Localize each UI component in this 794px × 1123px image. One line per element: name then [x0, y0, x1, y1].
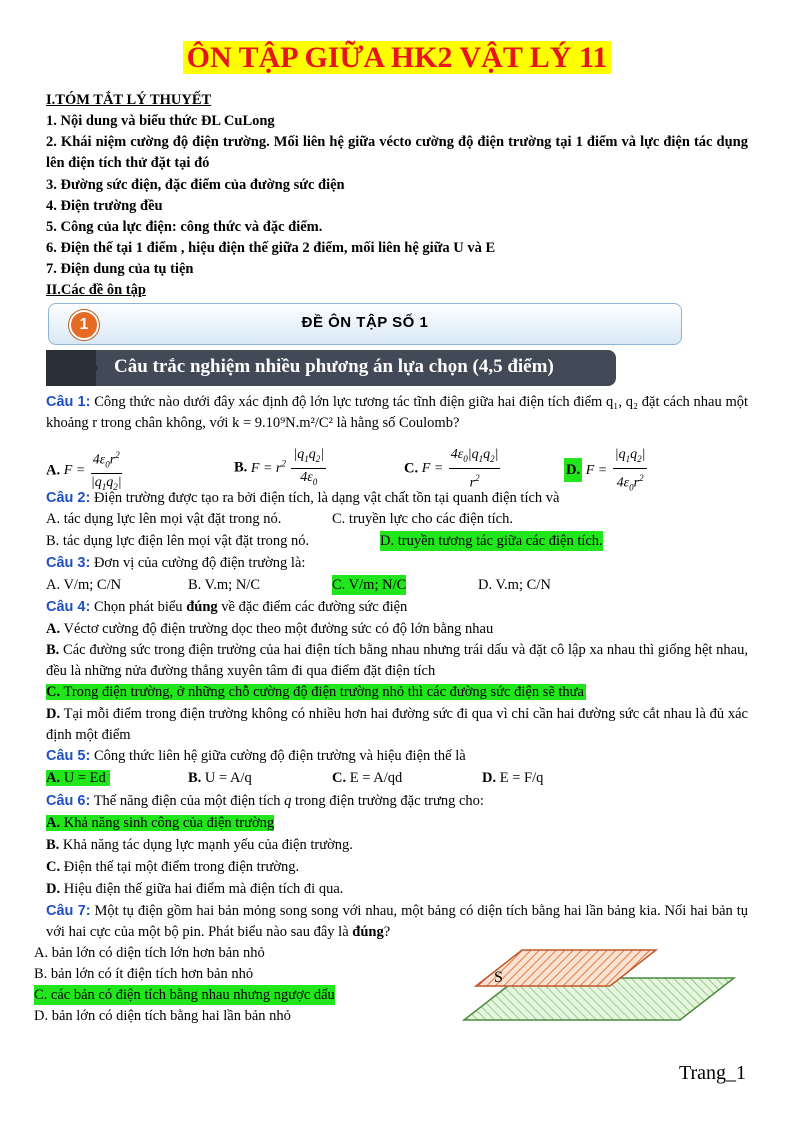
- title-text: ÔN TẬP GIỮA HK2 VẬT LÝ 11: [183, 41, 612, 74]
- exam-number-badge: 1: [69, 310, 99, 340]
- option-d: D. Tại mỗi điểm trong điện trường không có nhiều hơn hai đường sức đi qua vì chỉ cần hai đường sức cắt nhau là đủ xác định một điểm: [46, 706, 748, 743]
- page-number: Trang_1: [678, 1062, 746, 1084]
- option-b: B. Khả năng tác dụng lực mạnh yếu của điện trường.: [46, 837, 353, 853]
- option-b: B. tác dụng lực điện lên mọi vật đặt trong nó.: [46, 533, 310, 549]
- option-a: A. tác dụng lực lên mọi vật đặt trong nó.: [46, 511, 282, 527]
- mc-section-title: Câu trắc nghiệm nhiều phương án lựa chọn (4,5 điểm): [114, 356, 554, 377]
- plate-label: S: [494, 969, 503, 986]
- option-c: C. Điện thế tại một điểm trong điện trường.: [46, 859, 300, 875]
- option-a: A. Khả năng sinh công của điện trường: [46, 815, 275, 831]
- option-c: C. Trong điện trường, ở những chỗ cường độ điện trường nhỏ thì các đường sức điện sẽ thưa: [46, 684, 584, 700]
- mc-section-header: [46, 350, 616, 386]
- theory-item: 4. Điện trường đều: [46, 198, 163, 214]
- theory-item: 5. Công của lực điện: công thức và đặc điểm.: [46, 219, 323, 235]
- section-heading: II.Các đề ôn tập: [46, 282, 146, 298]
- option-c: C. V/m; N/C: [332, 577, 407, 593]
- theory-item: 6. Điện thế tại 1 điểm , hiệu điện thế giữa 2 điểm, mối liên hệ giữa U và E: [46, 240, 496, 256]
- option-a: A. F = $\frac{4\varepsilon_0r^2}{|q_1q_2|}$: [46, 446, 124, 496]
- option-a: A. V/m; C/N: [46, 577, 122, 593]
- question-5: Câu 5: Công thức liên hệ giữa cường độ điện trường và hiệu điện thế là: [46, 748, 466, 764]
- question-text: Công thức nào dưới đây xác định độ lớn lực tương tác tĩnh điện giữa hai điện tích điểm q₁, q₂ đặt cách nhau một khoảng r trong chân không, với k = 9.10⁹N.m²/C² là hằng số Coulomb?: [46, 394, 748, 431]
- chevron-right-icon: [46, 350, 96, 386]
- option-a: A. U = Ed: [46, 768, 110, 788]
- question-7: Câu 7: Một tụ điện gồm hai bản mỏng song song với nhau, một bảng có diện tích bằng hai lần bảng kia. Nối hai bản tụ với hai cực của một bộ pin. Phát biểu nào sau đây là đúng?: [46, 903, 748, 940]
- option-a: A. Véctơ cường độ điện trường dọc theo một đường sức có độ lớn bằng nhau: [46, 621, 494, 637]
- option-b: B. U = A/q: [188, 770, 252, 786]
- option-c: C. E = A/qd: [332, 770, 403, 786]
- capacitor-plates-figure: [456, 948, 746, 1028]
- exam-header: [48, 303, 682, 345]
- option-d: D. E = F/q: [482, 770, 544, 786]
- option-b: B. Các đường sức trong điện trường của hai điện tích bằng nhau nhưng trái dấu và đặt cô lập xa nhau thì giống hệt nhau, đều là những nửa đường thẳng xuyên tâm đi qua điểm đặt điện tích: [46, 642, 748, 679]
- theory-item: 7. Điện dung của tụ tiện: [46, 261, 194, 277]
- option-b: B. $F = r^2$ $\frac{|q_1q_2|}{4\varepsilon_0}$: [234, 447, 325, 487]
- option-d: D. V.m; C/N: [478, 577, 551, 593]
- question-1: [46, 392, 748, 434]
- option-a: A. bản lớn có diện tích lớn hơn bản nhỏ: [34, 945, 265, 961]
- option-b: B. V.m; N/C: [188, 577, 260, 593]
- option-d: D. Hiệu điện thế giữa hai điểm mà điện tích đi qua.: [46, 881, 344, 897]
- option-c: C. các bản có điện tích bằng nhau nhưng ngược dấu: [34, 987, 335, 1003]
- question-6: Câu 6: Thế năng điện của một điện tích q trong điện trường đặc trưng cho:: [46, 793, 484, 809]
- option-c: C. truyền lực cho các điện tích.: [332, 511, 513, 527]
- question-1-options: [46, 436, 748, 493]
- theory-item: 3. Đường sức điện, đặc điểm của đường sức điện: [46, 177, 345, 193]
- theory-item: 2. Khái niệm cường độ điện trường. Mối liên hệ giữa vécto cường độ điện trường tại 1 điểm và lực điện tác dụng lên điện tích thử đặt tại đó: [46, 134, 748, 171]
- page-title: [0, 38, 794, 78]
- option-d: D. truyền tương tác giữa các điện tích.: [380, 533, 603, 549]
- option-c: C. F = $\frac{4\varepsilon_0|q_1q_2|}{r^2}$: [404, 447, 499, 491]
- option-d: D. F = $\frac{|q_1q_2|}{4\varepsilon_0r^2}$: [566, 447, 646, 493]
- question-2: Câu 2: Điện trường được tạo ra bởi điện tích, là dạng vật chất tồn tại quanh điện tích và: [46, 490, 560, 506]
- exam-label: ĐỀ ÔN TẬP SỐ 1: [301, 314, 429, 331]
- option-d: D. bản lớn có diện tích bằng hai lần bản nhỏ: [34, 1008, 291, 1024]
- theory-item: 1. Nội dung và biểu thức ĐL CuLong: [46, 113, 275, 129]
- question-3: Câu 3: Đơn vị của cường độ điện trường là:: [46, 555, 306, 571]
- question-label: Câu 1:: [46, 394, 91, 410]
- theory-heading: I.TÓM TẮT LÝ THUYẾT: [46, 92, 212, 108]
- option-b: B. bản lớn có ít điện tích hơn bản nhỏ: [34, 966, 254, 982]
- question-4: Câu 4: Chọn phát biểu đúng về đặc điểm các đường sức điện: [46, 599, 408, 615]
